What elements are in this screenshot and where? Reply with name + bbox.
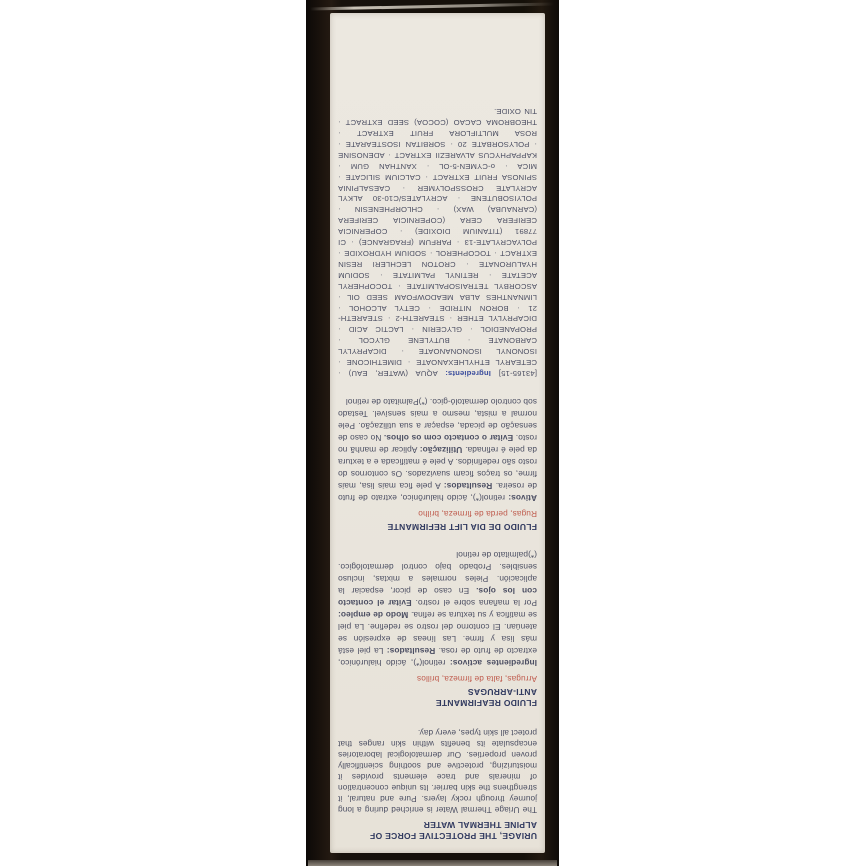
spanish-subtitle: Arrugas, falta de firmeza, brillos	[416, 674, 537, 684]
spanish-title-line2: ANTI-ARRUGAS	[467, 687, 537, 697]
english-body: The Uriage Thermal Water is enriched during a long journey through rocky layers. Pure and natural, it strengthens the skin barrier. Its unique concentration of minerals and trace elements provides it moisturizing, protective and soothing scientifically proven properties. Our dermatological laboratories encapsulate its benefits within skin ranges that protect all skin types, every day.	[338, 728, 537, 815]
portuguese-section	[338, 396, 537, 532]
portuguese-subtitle: Rugas, perda de firmeza, brilho	[418, 509, 537, 519]
portuguese-body: Ativos: retinol(*), ácido hialurônico, extrato de fruto de roseira. Resultados: A pele fica mais lisa, mais firme, os traços ficam suavizados. Os contornos do rosto são redefinidos. A pele é matificada e a textura da pele é refinada. Utilização: Aplicar de manhã no rosto. Evitar o contacto com os olhos. No caso de sensação de picada, espaçar a sua utilização. Pele normal a mista, mesmo a mais sensível. Testado sob controlo dermatoló-gico. (*)Palmitato de retinol	[338, 397, 537, 503]
ingredients-paragraph: [43165-15] Ingredients: AQUA (WATER, EAU) · CETEARYL ETHYLHEXANOATE · DIMETHICONE · ISONONYL ISONONANOATE · DICAPRYLYL CARBONATE · BUTYLENE GLYCOL · PROPANEDIOL · GLYCERIN · LACTIC ACID · DICAPRYLYL ETHER · STEARETH-2 · STEARETH-21 · BORON NITRIDE · CETYL ALCOHOL · LIMNANTHES ALBA MEADOWFOAM SEED OIL · ASCORBYL TETRAISOPALMITATE · TOCOPHERYL ACETATE · RETINYL PALMITATE · SODIUM HYALURONATE · CROTON LECHLERI RESIN EXTRACT · TOCOPHEROL · SODIUM HYDROXIDE · POLYACRYLATE-13 · PARFUM (FRAGRANCE) · CI 77891 (TITANIUM DIOXIDE) · COPERNICIA CERIFERA CERA (COPERNICIA CERIFERA (CARNAUBA) WAX) · CHLORPHENESIN · POLYISOBUTENE · ACRYLATES/C10-30 ALKYL ACRYLATE CROSSPOLYMER · CAESALPINIA SPINOSA FRUIT EXTRACT · CALCIUM SILICATE · MICA · o-CYMEN-5-OL · XANTHAN GUM · KAPPAPHYCUS ALVAREZII EXTRACT · ADENOSINE · POLYSORBATE 20 · SORBITAN ISOSTEARATE · ROSA MULTIFLORA FRUIT EXTRACT · THEOBROMA CACAO (COCOA) SEED EXTRACT · TIN OXIDE.	[338, 107, 537, 378]
rotated-panel-content	[330, 13, 545, 853]
box-front-panel	[330, 13, 545, 853]
spanish-body: Ingredientes activos: retinol(*), ácido hialurónico, extracto de fruto de rosa. Resultados: La piel está más lisa y firme. Las líneas de expresión se atenúan. El contorno del rostro se redefine. La piel se matifica y su textura se refina. Modo de empleo: Por la mañana sobre el rostro. Evitar el contacto con los ojos. En caso de picor, espaciar la aplicación. Pieles normales a mixtas, incluso sensibles. Probado bajo control dermatológico. (*)palmitato de retinol	[338, 550, 537, 668]
portuguese-title: FLUIDO DE DIA LIFT REFIRMANTE	[387, 522, 537, 532]
product-box-strip	[306, 0, 559, 866]
box-bottom-fold	[308, 860, 557, 866]
box-top-fold-highlight	[310, 2, 554, 10]
spanish-section	[338, 549, 537, 708]
english-title-line2: ALPINE THERMAL WATER	[423, 820, 537, 830]
english-title-line1: URIAGE, THE PROTECTIVE FORCE OF	[369, 831, 537, 841]
spanish-title-line1: FLUIDO REAFIRMANTE	[435, 698, 537, 708]
english-section	[338, 727, 537, 841]
